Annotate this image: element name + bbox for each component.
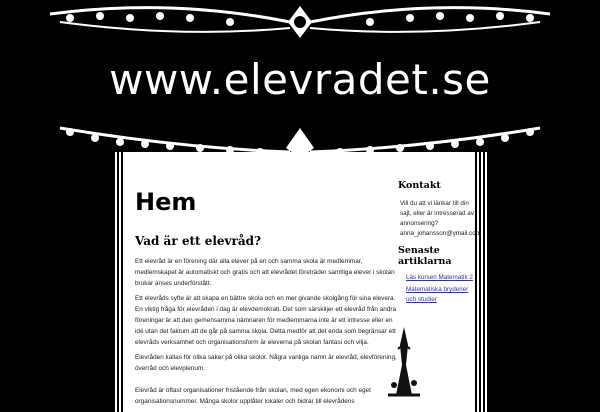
contact-text: Vill du att vi länkar till din sajt, eller är intresserad av annonsering? anna_johansson@ymail.com (400, 200, 481, 237)
left-border-bar (113, 152, 125, 412)
paragraph-1: Ett elevråd är en förening där alla elever på en och samma skola är medlemmar, medlemskapet är automatiskt och gratis och att elevrådet företräder samtliga elever i skolan brukar anses underförstått. (135, 258, 395, 287)
paragraph-3: Elevråden kallas för olika saker på olika skolor. Några vanliga namn är elevråd, elevförening, överråd och elevplenum. (135, 354, 397, 372)
sidebar (398, 180, 481, 307)
top-ornament (0, 0, 600, 50)
paragraph-4: Elevråd är oftast organisationer fristående från skolan, med egen ekonomi och eget organisationsnummer. Många skolor upplåter lokaler och bidrar till elevrådens (135, 387, 371, 405)
recent-articles-heading: Senaste artiklarna (398, 245, 452, 267)
recent-articles-list (398, 273, 478, 305)
paragraph-2: Ett elevråds syfte är att skapa en bättre skola och en mer givande skolgång för sina elevera. En viktig fråga för elevråden i dag är elevdemokrati. Det som särskiljer ett elevråd från andra föreningar är att den gemensamma nämnaren för medlemmarna inte är ett intresse eller en idé utan det faktum att de går på samma skola. Detta medför att det enda som begränsar ett elevråds verksamhet och organisationsform är eleverna på skolan fantasi och vilja. (135, 295, 397, 346)
site-title[interactable]: www.elevradet.se (109, 55, 491, 104)
tower-illustration (384, 325, 424, 400)
recent-article-link[interactable]: Läs kursen Matematik 2 (406, 274, 473, 281)
page-title: Hem (135, 188, 197, 216)
contact-heading: Kontakt (398, 180, 441, 191)
section-heading: Vad är ett elevråd? (135, 234, 262, 248)
recent-article-link[interactable]: Matematiska bryderier och studier (406, 286, 469, 303)
